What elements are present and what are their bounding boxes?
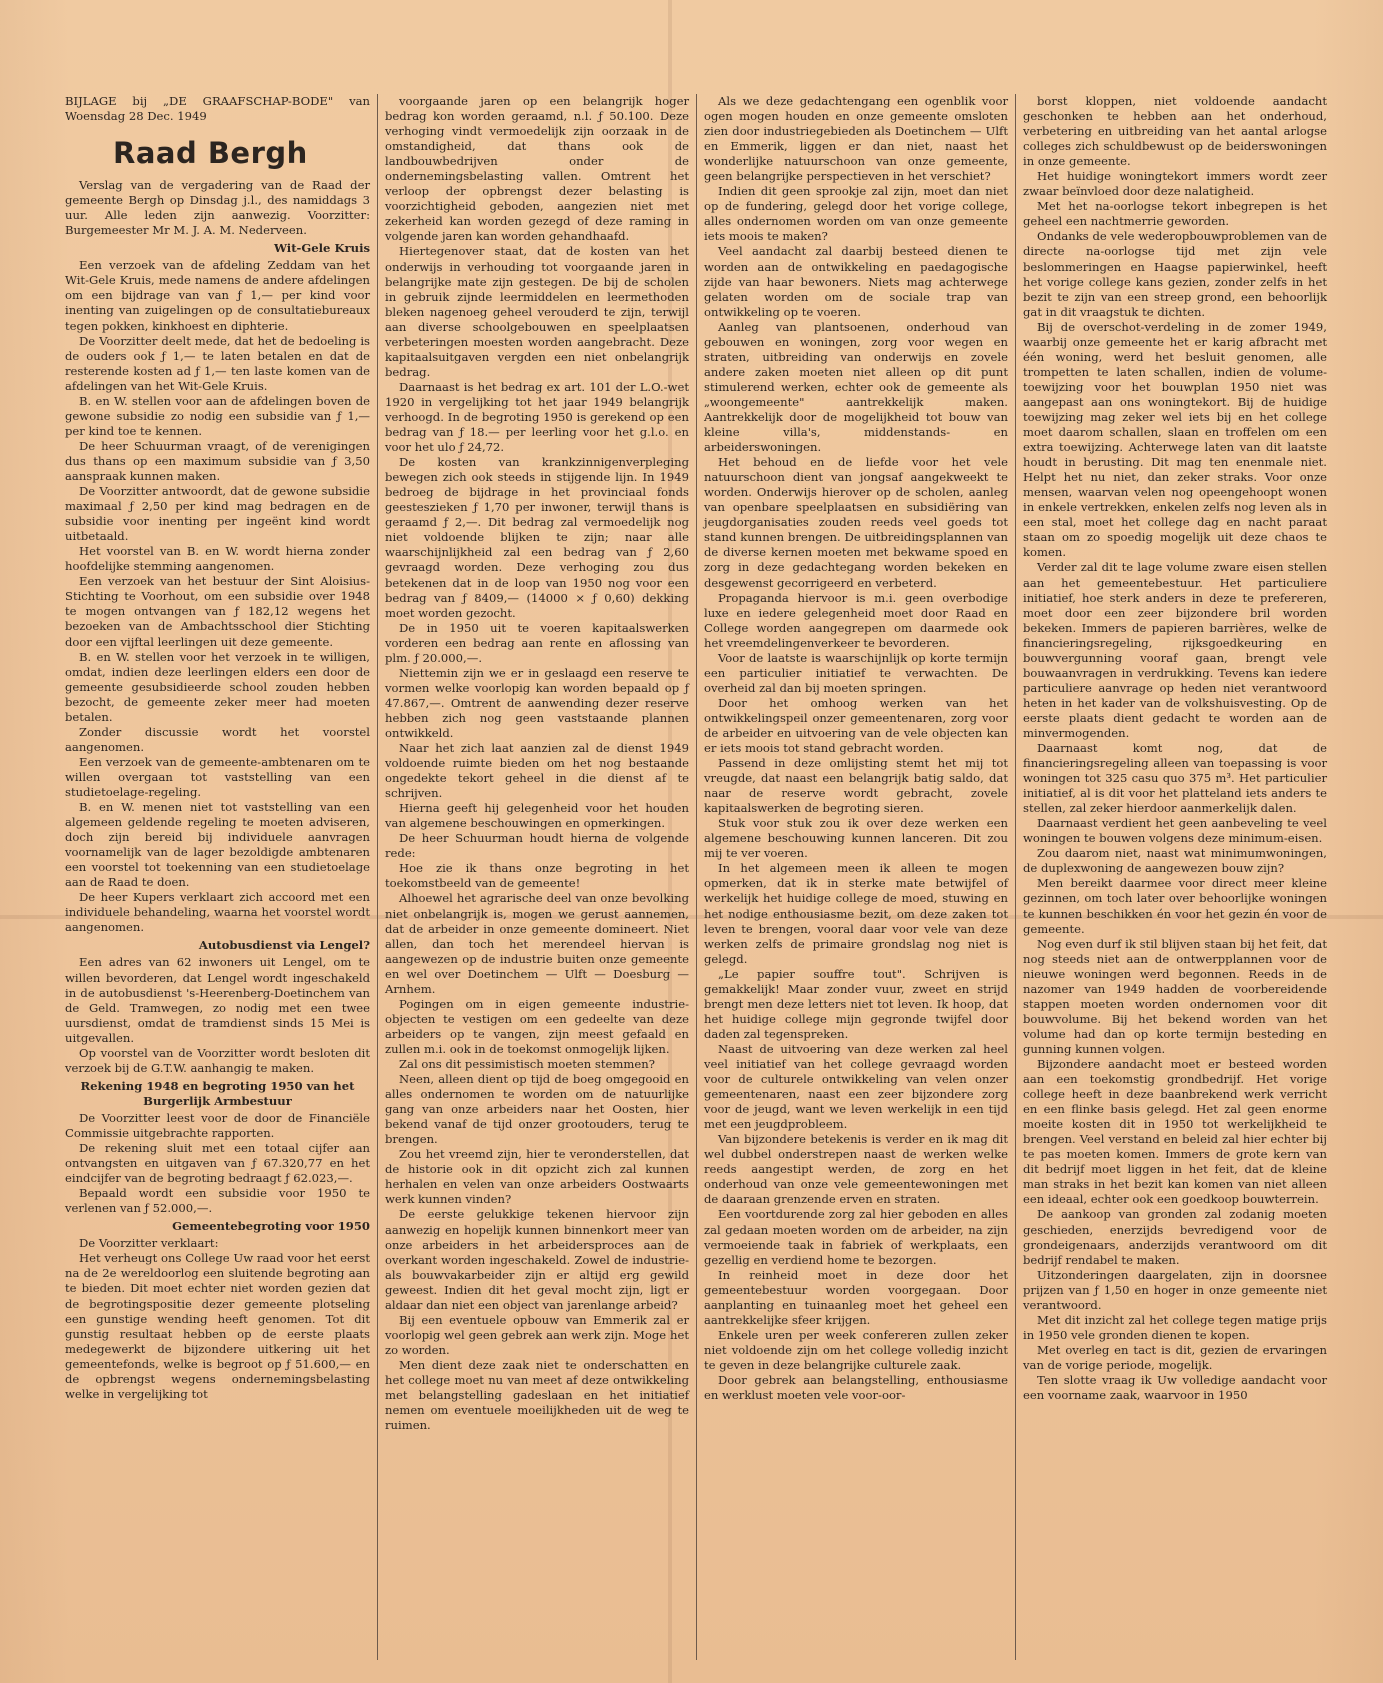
- paragraph: B. en W. stellen voor aan de afdelingen boven de gewone subsidie zo nodig een subsidie van ƒ 1,— per kind toe te kennen.: [65, 393, 370, 438]
- paragraph: Naar het zich laat aanzien zal de dienst 1949 voldoende ruimte bieden om het nog bestaande ongedekte tekort geheel in die dienst af te schrijven.: [385, 741, 689, 801]
- paragraph: Nog even durf ik stil blijven staan bij het feit, dat nog steeds niet aan de ontwerpplannen voor de nieuwe woningen werd begonnen. Reeds in de nazomer van 1949 hadden de voorbereidende stappen moeten worden ondernomen voor dit bouwvolume. Bij het bekend worden van het volume had dan op korte termijn besteding en gunning kunnen volgen.: [1023, 936, 1327, 1056]
- paragraph: Als we deze gedachtengang een ogenblik voor ogen mogen houden en onze gemeente omsloten zien door industriegebieden als Doetinchem — Ulft en Emmerik, liggen er dan niet, naast het wonderlijke natuurschoon van onze gemeente, geen belangrijke perspectieven in het verschiet?: [704, 94, 1008, 184]
- section-heading: Rekening 1948 en begroting 1950 van het Burgerlijk Armbestuur: [80, 1078, 355, 1108]
- paragraph: B. en W. menen niet tot vaststelling van een algemeen geldende regeling te moeten adviseren, doch zijn bereid bij individuele aanvragen voornamelijk van de lager bezoldigde ambtenaren een voorstel tot toekenning van een studietoelage aan de Raad te doen.: [65, 800, 370, 890]
- paragraph: Ondanks de vele wederopbouwproblemen van de directe na-oorlogse tijd met zijn vele beslommeringen en Haagse papierwinkel, heeft het vorige college kans gezien, zonder zelfs in het bezit te zijn van een streep grond, een behoorlijk gat in dit vraagstuk te dichten.: [1023, 229, 1327, 319]
- paragraph: Neen, alleen dient op tijd de boeg omgegooid en alles ondernomen te worden om de natuurlijke gang van onze arbeiders naar het Oosten, hier bekend vanaf de tijd onzer grootouders, terug te brengen.: [385, 1072, 689, 1147]
- paragraph: Met overleg en tact is dit, gezien de ervaringen van de vorige periode, mogelijk.: [1023, 1342, 1327, 1372]
- paragraph: „Le papier souffre tout". Schrijven is gemakkelijk! Maar zonder vuur, zweet en strijd brengt men deze letters niet tot leven. Ik hoop, dat het huidige college mijn gegronde twijfel door daden zal tegenspreken.: [704, 966, 1008, 1041]
- paragraph: Een verzoek van de gemeente-ambtenaren om te willen overgaan tot vaststelling van een studietoelage-regeling.: [65, 754, 370, 799]
- paragraph: Naast de uitvoering van deze werken zal heel veel initiatief van het college gevraagd worden voor de culturele ontwikkeling van velen onzer gemeentenaren, naast een zeer bijzondere zorg voor de jeugd, want we leven werkelijk in een tijd met een jeugdprobleem.: [704, 1041, 1008, 1132]
- paragraph: De heer Schuurman vraagt, of de verenigingen dus thans op een maximum subsidie van ƒ 3,50 aanspraak kunnen maken.: [65, 438, 370, 483]
- paragraph: De rekening sluit met een totaal cijfer aan ontvangsten en uitgaven van ƒ 67.320,77 en het eindcijfer van de begroting bedraagt ƒ 62.023,—.: [65, 1141, 370, 1186]
- paragraph: Hiertegenover staat, dat de kosten van het onderwijs in verhouding tot voorgaande jaren in belangrijke mate zijn gestegen. De bij de scholen in gebruik zijnde leermiddelen en leermethoden bleken nagenoeg geheel verouderd te zijn, terwijl aan diverse schoolgebouwen en speelplaatsen verbeteringen moesten worden aangebracht. Deze kapitaalsuitgaven vergden een niet onbelangrijk bedrag.: [385, 244, 689, 379]
- paragraph: Van bijzondere betekenis is verder en ik mag dit wel dubbel onderstrepen naast de werken welke reeds aangestipt werden, de zorg en het onderhoud van onze vele gemeentewoningen met de daaraan grenzende erven en straten.: [704, 1132, 1008, 1207]
- paragraph: Voor de laatste is waarschijnlijk op korte termijn een particulier initiatief te verwachten. De overheid zal dan bij moeten springen.: [704, 650, 1008, 695]
- paragraph: voorgaande jaren op een belangrijk hoger bedrag kon worden geraamd, n.l. ƒ 50.100. Deze verhoging vindt vermoedelijk zijn oorzaak in de omstandigheid, dat thans ook de landbouwbedrijven onder de ondernemingsbelasting vallen. Omtrent het verloop der opbrengst dezer belasting is voorzichtigheid geboden, aangezien niet met zekerheid kan worden gezegd of deze raming in volgende jaren kan worden gehandhaafd.: [385, 94, 689, 244]
- paragraph: Bepaald wordt een subsidie voor 1950 te verlenen van ƒ 52.000,—.: [65, 1186, 370, 1216]
- paragraph: De heer Kupers verklaart zich accoord met een individuele behandeling, waarna het voorstel wordt aangenomen.: [65, 890, 370, 935]
- paragraph: Propaganda hiervoor is m.i. geen overbodige luxe en iedere gelegenheid moet door Raad en College worden aangegrepen om daarmede ook het vreemdelingenverkeer te bevorderen.: [704, 590, 1008, 650]
- paragraph: In het algemeen meen ik alleen te mogen opmerken, dat ik in sterke mate betwijfel of werkelijk het huidige college de moed, stuwing en het nodige enthousiasme bezit, om deze zaken tot leven te brengen, vooral daar voor vele van deze werken zelfs de primaire grondslag nog niet is gelegd.: [704, 861, 1008, 966]
- paragraph: Uitzonderingen daargelaten, zijn in doorsnee prijzen van ƒ 1,50 en hoger in onze gemeente niet verantwoord.: [1023, 1267, 1327, 1312]
- paragraph: Het voorstel van B. en W. wordt hierna zonder hoofdelijke stemming aangenomen.: [65, 544, 370, 574]
- paragraph: De heer Schuurman houdt hierna de volgende rede:: [385, 831, 689, 861]
- paragraph: Passend in deze omlijsting stemt het mij tot vreugde, dat naast een belangrijk batig saldo, dat naar de reserve wordt gebracht, zovele kapitaalswerken de begroting sieren.: [704, 756, 1008, 816]
- paragraph: De eerste gelukkige tekenen hiervoor zijn aanwezig en hopelijk kunnen binnenkort meer van onze arbeiders in het arbeidersproces aan de overkant worden ingeschakeld. Zowel de industrie- als bouwvakarbeider zijn er altijd erg gewild geweest. Indien dit het geval mocht zijn, ligt er aldaar dan niet een object van jarenlange arbeid?: [385, 1207, 689, 1312]
- column-3: [696, 94, 1015, 1660]
- column-1: [58, 94, 377, 1660]
- paragraph: Verslag van de vergadering van de Raad der gemeente Bergh op Dinsdag j.l., des namiddags 3 uur. Alle leden zijn aanwezig. Voorzitter: Burgemeester Mr M. J. A. M. Nederveen.: [65, 178, 370, 238]
- paragraph: Bijzondere aandacht moet er besteed worden aan een toekomstig grondbedrijf. Het vorige college heeft in deze baanbrekend werk verricht en een flinke basis gelegd. Het zal geen enorme moeite kosten dit in 1950 tot werkelijkheid te brengen. Veel verstand en beleid zal hier echter bij te pas moeten komen. Immers de grote kern van dit bedrijf moet liggen in het feit, dat de kleine man straks in het bezit kan komen van niet alleen een ideaal, echter ook een goedkoop bouwterrein.: [1023, 1057, 1327, 1207]
- paragraph: Ten slotte vraag ik Uw volledige aandacht voor een voorname zaak, waarvoor in 1950: [1023, 1372, 1327, 1403]
- paragraph: Op voorstel van de Voorzitter wordt besloten dit verzoek bij de G.T.W. aanhangig te maken.: [65, 1045, 370, 1075]
- paragraph: Zonder discussie wordt het voorstel aangenomen.: [65, 724, 370, 754]
- paragraph: Het verheugt ons College Uw raad voor het eerst na de 2e wereldoorlog een sluitende begroting aan te bieden. Dit moet echter niet worden gezien dat de begrotingspositie dezer gemeente plotseling een gunstige wending heeft genomen. Tot dit gunstig resultaat hebben op de eerste plaats medegewerkt de bijzondere uitkering uit het gemeentefonds, welke is begroot op ƒ 51.600,— en de opbrengst wegens ondernemingsbelasting welke in vergelijking tot: [65, 1251, 370, 1401]
- paragraph: Door gebrek aan belangstelling, enthousiasme en werklust moeten vele voor-oor-: [704, 1372, 1008, 1403]
- column-2: [377, 94, 696, 1660]
- paragraph: Door het omhoog werken van het ontwikkelingspeil onzer gemeentenaren, zorg voor de arbeider en uitvoering van de vele objecten kan er iets moois tot stand gebracht worden.: [704, 695, 1008, 756]
- section-heading: Gemeentebegroting voor 1950: [172, 1219, 370, 1234]
- paragraph: Aanleg van plantsoenen, onderhoud van gebouwen en woningen, zorg voor wegen en straten, uitbreiding van onderwijs en zovele andere zaken moeten niet alleen op dit punt stimulerend werken, echter ook de gemeente als „woongemeente" aantrekkelijk maken. Aantrekkelijk door de mogelijkheid tot bouw van kleine villa's, middenstands- en arbeiderswoningen.: [704, 319, 1008, 455]
- paragraph: B. en W. stellen voor het verzoek in te willigen, omdat, indien deze leerlingen elders een door de gemeente gesubsidieerde school zouden hebben bezocht, de gemeente zeker meer had moeten betalen.: [65, 649, 370, 724]
- paragraph: Met het na-oorlogse tekort inbegrepen is het geheel een nachtmerrie geworden.: [1023, 199, 1327, 229]
- section-heading: Wit-Gele Kruis: [273, 241, 370, 256]
- paragraph: Bij een eventuele opbouw van Emmerik zal er voorlopig wel geen gebrek aan werk zijn. Moge het zo worden.: [385, 1312, 689, 1357]
- paragraph: Een voortdurende zorg zal hier geboden en alles zal gedaan moeten worden om de arbeider, na zijn vermoeiende taak in fabriek of werkplaats, een gezellig en verdiend home te bezorgen.: [704, 1207, 1008, 1267]
- paragraph: Pogingen om in eigen gemeente industrie-objecten te vestigen om een gedeelte van deze arbeiders op te vangen, zijn meest gefaald en zullen m.i. ook in de toekomst onmogelijk lijken.: [385, 996, 689, 1056]
- column-3-body: [704, 94, 1008, 1403]
- article-headline: Raad Bergh: [113, 136, 308, 171]
- supplement-header: BIJLAGE bij „DE GRAAFSCHAP-BODE" van Woensdag 28 Dec. 1949: [65, 94, 370, 124]
- paragraph: De in 1950 uit te voeren kapitaalswerken vorderen een bedrag aan rente en aflossing van plm. ƒ 20.000,—.: [385, 620, 689, 665]
- paragraph: Verder zal dit te lage volume zware eisen stellen aan het gemeentebestuur. Het particuliere initiatief, hoe sterk anders in deze te prefereren, moet door een zeer bijzondere bril worden bekeken. Immers de papieren barrières, welke de financieringsregeling, rijksgoedkeuring en bouwvergunning vooraf gaan, brengt vele bouwaanvragen in verdrukking. Tevens kan iedere particuliere aanvrage op heden niet verantwoord heten in het kader van de volkshuisvesting. Op de eerste plaats dient gedacht te worden aan de minvermogenden.: [1023, 560, 1327, 740]
- column-4: [1015, 94, 1334, 1660]
- paragraph: Daarnaast komt nog, dat de financieringsregeling alleen van toepassing is voor woningen tot 325 casu quo 375 m³. Het particulier initiatief, al is dit voor het platteland iets anders te stellen, zal zeker hierdoor aanmerkelijk dalen.: [1023, 741, 1327, 816]
- column-2-body: [385, 94, 689, 1433]
- paragraph: Niettemin zijn we er in geslaagd een reserve te vormen welke voorlopig kan worden bepaald op ƒ 47.867,—. Omtrent de aanwending dezer reserve hebben zich nog geen vaststaande plannen ontwikkeld.: [385, 665, 689, 740]
- paragraph: Daarnaast is het bedrag ex art. 101 der L.O.-wet 1920 in vergelijking tot het jaar 1949 belangrijk verhoogd. In de begroting 1950 is gerekend op een bedrag van ƒ 18.— per leerling voor het g.l.o. en voor het ulo ƒ 24,72.: [385, 379, 689, 455]
- paragraph: borst kloppen, niet voldoende aandacht geschonken te hebben aan het onderhoud, verbetering en uitbreiding van het aantal arlogse colleges zich schuldbewust op de beiderswoningen in onze gemeente.: [1023, 94, 1327, 169]
- paragraph: Een verzoek van de afdeling Zeddam van het Wit-Gele Kruis, mede namens de andere afdelingen om een bijdrage van van ƒ 1,— per kind voor inenting van zuigelingen op de consultatiebureaux tegen pokken, kinkhoest en diphterie.: [65, 258, 370, 333]
- paragraph: Met dit inzicht zal het college tegen matige prijs in 1950 vele gronden dienen te kopen.: [1023, 1312, 1327, 1342]
- paragraph: Een adres van 62 inwoners uit Lengel, om te willen bevorderen, dat Lengel wordt ingeschakeld in de autobusdienst 's-Heerenberg-Doetinchem van de Geld. Tramwegen, zo nodig met een twee uursdienst, omdat de tramdienst sinds 15 Mei is uitgevallen.: [65, 955, 370, 1045]
- column-1-body: [65, 178, 370, 1402]
- paragraph: De Voorzitter verklaart:: [79, 1236, 219, 1251]
- paragraph: Het huidige woningtekort immers wordt zeer zwaar beïnvloed door deze nalatigheid.: [1023, 169, 1327, 199]
- paragraph: Alhoewel het agrarische deel van onze bevolking niet onbelangrijk is, mogen we gerust aannemen, dat de arbeider in onze gemeente domineert. Niet allen, dan toch het merendeel hiervan is aangewezen op de industrie buiten onze gemeente en wel over Doetinchem — Ulft — Doesburg — Arnhem.: [385, 891, 689, 996]
- paragraph: Zal ons dit pessimistisch moeten stemmen?: [399, 1057, 655, 1071]
- paragraph: Hierna geeft hij gelegenheid voor het houden van algemene beschouwingen en opmerkingen.: [385, 801, 689, 831]
- section-heading: Autobusdienst via Lengel?: [198, 938, 370, 953]
- paragraph: Veel aandacht zal daarbij besteed dienen te worden aan de ontwikkeling en paedagogische zijde van haar bewoners. Niets mag achterwege gelaten worden om de sociale trap van ontwikkeling op te voeren.: [704, 244, 1008, 319]
- paragraph: Een verzoek van het bestuur der Sint Aloisius-Stichting te Voorhout, om een subsidie over 1948 te mogen ontvangen van ƒ 182,12 wegens het bezoeken van de Ambachtsschool dier Stichting door een vijftal leerlingen uit deze gemeente.: [65, 574, 370, 649]
- paragraph: Hoe zie ik thans onze begroting in het toekomstbeeld van de gemeente!: [385, 861, 689, 891]
- column-4-body: [1023, 94, 1327, 1403]
- paragraph: De aankoop van gronden zal zodanig moeten geschieden, enerzijds bevredigend voor de grondeigenaars, anderzijds verantwoord om dit bedrijf rendabel te maken.: [1023, 1207, 1327, 1267]
- article-columns: [58, 94, 1334, 1660]
- paragraph: Zou daarom niet, naast wat minimumwoningen, de duplexwoning de aangewezen bouw zijn?: [1023, 846, 1327, 876]
- paragraph: Daarnaast verdient het geen aanbeveling te veel woningen te bouwen volgens deze minimum-eisen.: [1023, 816, 1327, 846]
- paragraph: De Voorzitter leest voor de door de Financiële Commissie uitgebrachte rapporten.: [65, 1110, 370, 1140]
- paragraph: Men bereikt daarmee voor direct meer kleine gezinnen, om toch later over behoorlijke woningen te kunnen beschikken én voor het gezin én voor de gemeente.: [1023, 876, 1327, 936]
- paragraph: Zou het vreemd zijn, hier te veronderstellen, dat de historie ook in dit opzicht zich zal kunnen herhalen en velen van onze arbeiders Oostwaarts werk kunnen vinden?: [385, 1147, 689, 1207]
- paragraph: Indien dit geen sprookje zal zijn, moet dan niet op de fundering, gelegd door het vorige college, alles ondernomen worden om van onze gemeente iets moois te maken?: [704, 184, 1008, 244]
- paragraph: Enkele uren per week confereren zullen zeker niet voldoende zijn om het college volledig inzicht te geven in deze belangrijke culturele zaak.: [704, 1327, 1008, 1372]
- paragraph: In reinheid moet in deze door het gemeentebestuur worden voorgegaan. Door aanplanting en tuinaanleg moet het geheel een aantrekkelijke sfeer krijgen.: [704, 1267, 1008, 1327]
- paragraph: Stuk voor stuk zou ik over deze werken een algemene beschouwing kunnen lanceren. Dit zou mij te ver voeren.: [704, 816, 1008, 861]
- paragraph: Bij de overschot-verdeling in de zomer 1949, waarbij onze gemeente het er karig afbracht met één woning, werd het besluit genomen, alle trompetten te laten schallen, indien de volume-toewijzing voor het bouwplan 1950 niet was aangepast aan ons woningtekort. Bij de huidige toewijzing mag zeker wel iets bij en het college moet daarom schallen, slaan en troffelen om een extra toewijzing. Achterwege laten van dit laatste houdt in berusting. Dit mag ten enenmale niet. Helpt het nu niet, dan zeker straks. Voor onze mensen, waarvan velen nog opeengehoopt wonen in enkele vertrekken, enkelen zelfs nog leven als in een stal, moet het college dag en nacht paraat staan om zo spoedig mogelijk uit deze chaos te komen.: [1023, 319, 1327, 560]
- paragraph: Het behoud en de liefde voor het vele natuurschoon dient van jongsaf aangekweekt te worden. Onderwijs hierover op de scholen, aanleg van openbare speelplaatsen en subsidiëring van jeugdorganisaties zouden reeds veel goeds tot stand kunnen brengen. De uitbreidingsplannen van de diverse kernen moeten met bekwame spoed en zorg in deze gedachtegang worden bekeken en desgewenst gecorrigeerd en verbeterd.: [704, 455, 1008, 590]
- paragraph: De kosten van krankzinnigenverpleging bewegen zich ook steeds in stijgende lijn. In 1949 bedroeg de bijdrage in het provinciaal fonds geesteszieken ƒ 1,70 per inwoner, terwijl thans is geraamd ƒ 2,—. Dit bedrag zal vermoedelijk nog niet voldoende blijken te zijn; naar alle waarschijnlijkheid zal een bedrag van ƒ 2,60 gevraagd worden. Deze verhoging zou dus betekenen dat in de loop van 1950 nog voor een bedrag van ƒ 8409,— (14000 × ƒ 0,60) dekking moet worden gezocht.: [385, 455, 689, 620]
- paragraph: De Voorzitter deelt mede, dat het de bedoeling is de ouders ook ƒ 1,— te laten betalen en dat de resterende kosten ad ƒ 1,— ten laste komen van de afdelingen van het Wit-Gele Kruis.: [65, 333, 370, 393]
- paragraph: Men dient deze zaak niet te onderschatten en het college moet nu van meet af deze ontwikkeling met belangstelling gadeslaan en het initiatief nemen om eventuele moeilijkheden uit de weg te ruimen.: [385, 1357, 689, 1433]
- paragraph: De Voorzitter antwoordt, dat de gewone subsidie maximaal ƒ 2,50 per kind mag bedragen en de subsidie voor inenting per ingeënt kind wordt uitbetaald.: [65, 484, 370, 544]
